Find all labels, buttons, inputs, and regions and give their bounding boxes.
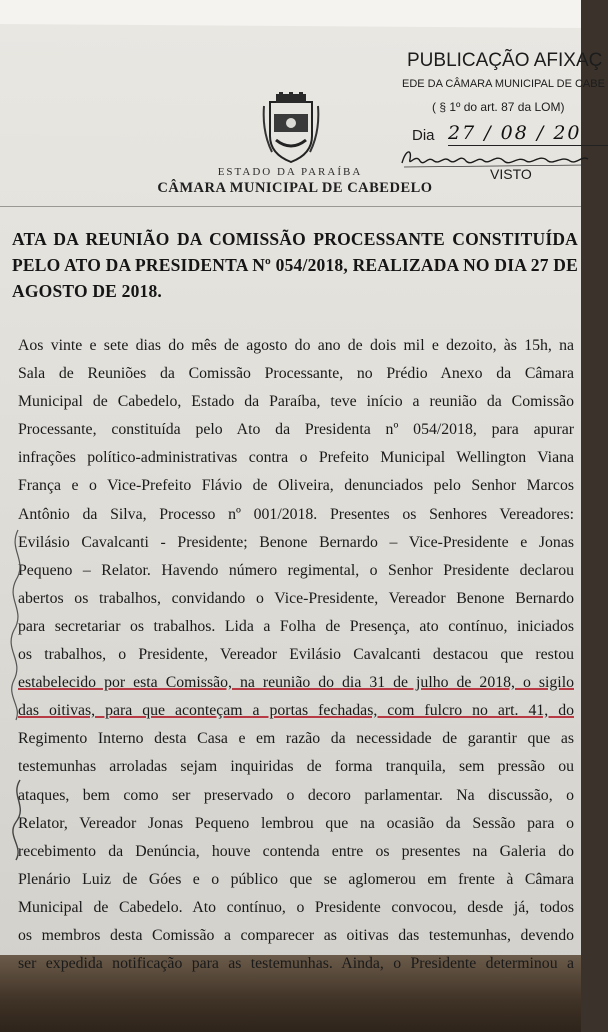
body-line: Aos vinte e sete dias do mês de agosto do ano de dois mil e dezoito, às 15h, na — [18, 337, 574, 354]
stamp-signature-row — [400, 147, 590, 182]
body-line: Plenário Luiz de Góes e o público que se aglomerou em frente à Câmara — [18, 870, 574, 888]
stamp-date-row — [412, 122, 592, 148]
stamp-seat: EDE DA CÂMARA MUNICIPAL DE CABE — [402, 78, 605, 90]
body-line: Sala de Reuniões da Comissão Processante, no Prédio Anexo da Câmara — [18, 365, 574, 383]
state-name: ESTADO DA PARAÍBA — [217, 166, 363, 178]
body-line: ataques, bem como ser preservado o decoro parlamentar. Na discussão, o — [18, 786, 574, 804]
body-line: infrações político-administrativas contra o Prefeito Municipal Wellington Viana — [18, 449, 574, 467]
body-line: abertos os trabalhos, convidando o Vice-Presidente, Vereador Benone Bernardo — [18, 589, 574, 607]
stamp-date-line — [448, 145, 608, 146]
stamp-date-value: 27 / 08 / 20 — [448, 122, 582, 144]
body-line: os trabalhos, o Presidente, Vereador Evilásio Cavalcanti destacou que restou — [18, 646, 574, 664]
body-line-highlighted: estabelecido por esta Comissão, na reunião do dia 31 de julho de 2018, o sigilo — [18, 674, 574, 692]
stamp-seen-label: VISTO — [490, 166, 532, 182]
stamp-legal-reference: ( § 1º do art. 87 da LOM) — [432, 100, 565, 114]
document-title: ATA DA REUNIÃO DA COMISSÃO PROCESSANTE CONSTITUÍDA PELO ATO DA PRESIDENTA Nº 054/2018, REALIZADA NO DIA 27 DE AGOSTO DE 2018. — [12, 229, 578, 301]
body-line: Relator, Vereador Jonas Pequeno lembrou que na ocasião da Sessão para o — [18, 814, 574, 832]
body-line: Pequeno – Relator. Havendo número regimental, o Senhor Presidente declarou — [18, 561, 574, 579]
body-line: os membros desta Comissão a comparecer as oitivas das testemunhas, devendo — [18, 926, 574, 944]
body-line: recebimento da Denúncia, houve contenda entre os presentes na Galeria do — [18, 842, 574, 860]
body-line: França e o Vice-Prefeito Flávio de Oliveira, denunciados pelo Senhor Marcos — [18, 477, 574, 495]
document-body — [18, 332, 574, 978]
body-line: Municipal de Cabedelo, Estado da Paraíba, teve início a reunião da Comissão — [18, 393, 574, 411]
header-divider — [0, 206, 581, 207]
body-line: Processante, constituída pelo Ato da Presidenta nº 054/2018, para apurar — [18, 421, 574, 439]
margin-initials-scribble — [0, 520, 36, 880]
stamp-title: PUBLICAÇÃO AFIXAÇ — [407, 50, 603, 71]
stamp-date-label: Dia — [412, 127, 435, 144]
coat-of-arms-icon — [262, 92, 320, 164]
body-line: Municipal de Cabedelo. Ato contínuo, o Presidente convocou, desde já, todos — [18, 898, 574, 916]
body-line: ser expedida notificação para as testemunhas. Ainda, o Presidente determinou a — [18, 955, 574, 973]
body-line: Evilásio Cavalcanti - Presidente; Benone Bernardo – Vice-Presidente e Jonas — [18, 533, 574, 551]
chamber-name: CÂMARA MUNICIPAL DE CABEDELO — [157, 180, 433, 196]
body-line: testemunhas arroladas sejam inquiridas de forma tranquila, sem pressão ou — [18, 758, 574, 776]
body-line: Regimento Interno desta Casa e em razão da necessidade de garantir que as — [18, 730, 574, 748]
body-line-highlighted: das oitivas, para que aconteçam a portas fechadas, com fulcro no art. 41, do — [18, 702, 574, 720]
body-line: para secretariar os trabalhos. Lida a Folha de Presença, ato contínuo, iniciados — [18, 617, 574, 635]
body-line: Antônio da Silva, Processo nº 001/2018. Presentes os Senhores Vereadores: — [18, 505, 574, 523]
